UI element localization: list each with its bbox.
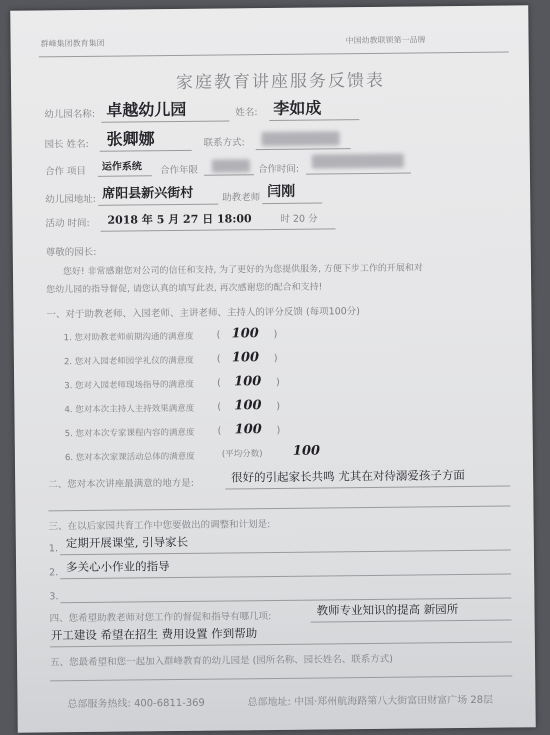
rating-paren-left: ( [216,329,221,341]
principal-label: 园长 姓名: [44,138,89,151]
activity-value: 2018 年 5 月 27 日 18:00 [107,212,252,227]
rating-item-score: 100 [231,350,260,366]
teacher-label: 助教老师 [222,192,261,204]
plan-item-underline [60,550,511,556]
coop-year-underline [204,174,254,176]
greeting: 尊敬的园长: [45,246,97,259]
plan-item-text: 定期开展课堂, 引导家长 [65,534,189,551]
section2-underline-2 [48,506,510,512]
rating-paren-right: ) [273,352,278,364]
average-score-label: (平均分数) [221,449,263,460]
address-label: 幼儿园地址: [45,193,96,206]
rating-paren-left: ( [217,377,221,389]
company-name: 群峰集团教育集团 [40,38,105,49]
name-label: 姓名: [235,107,258,119]
header-divider [39,52,509,58]
rating-paren-left: ( [216,353,221,365]
address-underline [98,204,218,206]
activity-end: 时 20 分 [280,213,318,225]
rating-item-score: 100 [234,398,262,414]
plan-item-text: 多关心小作业的指导 [65,559,170,575]
hq-address: 总部地址: 中国·郑州航海路第八大街富田财富广场 28层 [247,694,494,709]
letter-line-2: 您幼儿园的指导督促, 请您认真的填写此表, 再次感谢您的配合和支持! [46,282,323,296]
rating-item-score: 100 [234,374,262,390]
name-value: 李如成 [273,98,322,118]
rating-item-score: 100 [234,422,262,438]
contact-underline [256,148,351,150]
rating-paren-right: ) [273,328,278,340]
activity-underline [101,228,336,231]
form-title: 家庭教育讲座服务反馈表 [175,70,386,93]
rating-paren-right: ) [276,376,280,388]
rating-item-label: 2. 您对入园老师园学礼仪的满意度 [63,355,194,368]
coop-underline [98,175,152,177]
section2-answer: 很好的引起家长共鸣 尤其在对待溺爱孩子方面 [231,467,465,485]
principal-underline [100,150,192,152]
rating-item-label: 4. 您对本次主持人主持效果满意度 [64,403,195,416]
coop-time-label: 合作时间: [257,163,300,176]
section4-underline-1 [311,620,512,623]
kindergarten-value: 卓越幼儿园 [106,99,187,120]
kindergarten-underline [101,120,229,122]
teacher-value: 闫刚 [267,183,296,201]
kindergarten-label: 幼儿园名称: [44,108,96,121]
rating-paren-left: ( [217,401,222,413]
rating-paren-left: ( [217,425,222,437]
coop-label: 合作 项目 [44,165,87,178]
coop-year-redacted [212,159,250,172]
feedback-form-paper [10,5,536,732]
rating-item-label: 5. 您对本次专家课程内容的满意度 [64,427,195,440]
section5-heading: 五、您最希望和您一起加入群峰教育的幼儿园是 (园所名称、园长姓名、联系方式) [50,653,394,669]
rating-item-label: 6. 您对本次家课活动总体的满意度 [64,451,195,464]
section1-heading: 一、对于助教老师、入园老师、主讲老师、主持人的评分反馈 (每项100分) [46,306,361,321]
name-underline [269,119,359,121]
rating-item-score: 100 [231,326,259,342]
address-value: 席阳县新兴街村 [102,185,194,202]
contact-label: 联系方式: [203,137,245,149]
letter-line-1: 您好! 非常感谢您对公司的信任和支持, 为了更好的为您提供服务, 方便下步工作的开展和对 [62,263,423,278]
coop-value: 运作系统 [101,161,142,173]
section4-answer-line-1: 教师专业知识的提高 新园所 [316,602,459,618]
section2-heading: 二、您对本次讲座最满意的地方是: [48,477,194,491]
section2-underline-1 [225,486,510,490]
contact-redacted [262,131,340,146]
plan-item-number: 1. [48,543,59,555]
rating-paren-right: ) [276,400,281,412]
teacher-underline [262,202,322,204]
section5-underline [50,676,512,682]
coop-time-underline [306,173,411,175]
rating-paren-right: ) [276,424,281,436]
plan-item-underline [60,574,511,580]
coop-year-label: 合作年限 [159,164,198,177]
plan-item-number: 2. [49,567,59,579]
coop-time-redacted [312,154,404,169]
company-slogan: 中国幼教联锁第一品牌 [345,35,426,46]
activity-label: 活动 时间: [45,217,90,230]
section4-heading: 四、您希望助教老师对您工作的督促和指导有哪几项: [49,611,272,625]
section4-underline-2 [50,642,512,648]
section4-answer-line-2: 开工建设 希望在招生 费用设置 作到帮助 [50,626,258,643]
plan-item-number: 3. [49,591,59,603]
hotline: 总部服务热线: 400-6811-369 [67,697,205,711]
rating-item-label: 3. 您对入园老师现场指导的满意度 [64,379,195,392]
rating-item-label: 1. 您对助教老师前期沟通的满意度 [63,331,194,344]
rating-item-score: 100 [292,443,321,459]
section3-heading: 三、在以后家园共育工作中您要做出的调整和计划是: [48,519,271,533]
principal-value: 张卿娜 [106,129,155,149]
